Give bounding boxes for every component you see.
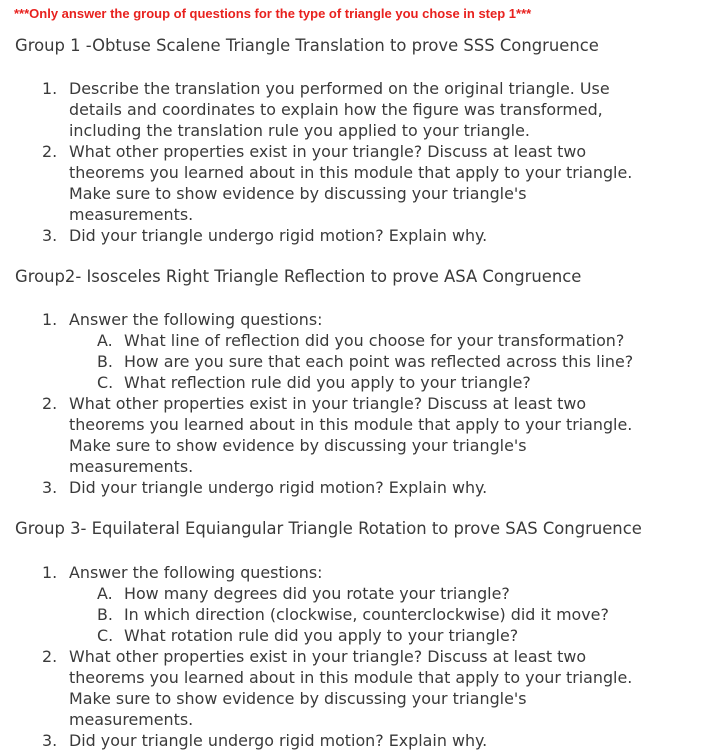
group-2-subquestion-c [97,372,531,393]
group-3-heading: Group 3- Equilateral Equiangular Triangle Rotation to prove SAS Congruence [15,519,642,538]
subquestion-text: How are you sure that each point was reflected across this line? [124,352,634,371]
subquestion-letter: A. [97,331,113,350]
group-2-question-1 [42,309,322,330]
subquestion-text: In which direction (clockwise, counterclockwise) did it move? [124,605,609,624]
subquestion-letter: B. [97,605,113,624]
question-text: theorems you learned about in this module that apply to your triangle. [69,415,633,434]
question-text: What other properties exist in your triangle? Discuss at least two [69,647,587,666]
question-number: 1. [42,310,58,329]
question-text: theorems you learned about in this module that apply to your triangle. [69,163,633,182]
group-3-subquestion-a [97,583,510,604]
question-text: details and coordinates to explain how the figure was transformed, [69,100,603,119]
subquestion-text: What line of reflection did you choose for your transformation? [124,331,625,350]
group-3-subquestion-b [97,604,609,625]
question-text: measurements. [69,710,194,729]
subquestion-letter: C. [97,626,114,645]
group-2-question-2 [42,393,632,477]
question-text: theorems you learned about in this module that apply to your triangle. [69,668,633,687]
instruction-warning: ***Only answer the group of questions for the type of triangle you chose in step 1*** [14,6,532,21]
question-text: Answer the following questions: [69,310,323,329]
group-1-question-3 [42,225,487,246]
subquestion-text: What rotation rule did you apply to your triangle? [124,626,519,645]
subquestion-text: How many degrees did you rotate your triangle? [124,584,510,603]
question-text: What other properties exist in your triangle? Discuss at least two [69,142,587,161]
question-text: including the translation rule you applied to your triangle. [69,121,530,140]
question-text: Did your triangle undergo rigid motion? Explain why. [69,731,488,750]
question-text: measurements. [69,457,194,476]
subquestion-letter: B. [97,352,113,371]
question-text: Answer the following questions: [69,563,323,582]
group-1-question-2 [42,141,632,225]
group-2-question-3 [42,477,487,498]
question-text: Make sure to show evidence by discussing your triangle's [69,436,527,455]
question-number: 2. [42,647,58,666]
group-2-subquestion-a [97,330,624,351]
question-number: 1. [42,79,58,98]
question-text: Make sure to show evidence by discussing your triangle's [69,689,527,708]
question-text: Describe the translation you performed on the original triangle. Use [69,79,610,98]
group-3-question-2 [42,646,632,730]
group-3-question-3 [42,730,487,751]
question-number: 3. [42,226,58,245]
group-1-heading: Group 1 -Obtuse Scalene Triangle Translation to prove SSS Congruence [15,36,599,55]
question-text: measurements. [69,205,194,224]
question-text: Did your triangle undergo rigid motion? Explain why. [69,478,488,497]
group-3-subquestion-c [97,625,518,646]
question-number: 3. [42,731,58,750]
question-text: Make sure to show evidence by discussing your triangle's [69,184,527,203]
subquestion-letter: A. [97,584,113,603]
subquestion-letter: C. [97,373,114,392]
group-1-question-1 [42,78,610,141]
question-number: 1. [42,563,58,582]
group-2-subquestion-b [97,351,633,372]
question-text: Did your triangle undergo rigid motion? Explain why. [69,226,488,245]
group-3-question-1 [42,562,322,583]
question-number: 2. [42,142,58,161]
question-number: 3. [42,478,58,497]
group-2-heading: Group2- Isosceles Right Triangle Reflection to prove ASA Congruence [15,267,582,286]
question-text: What other properties exist in your triangle? Discuss at least two [69,394,587,413]
subquestion-text: What reflection rule did you apply to your triangle? [124,373,531,392]
question-number: 2. [42,394,58,413]
